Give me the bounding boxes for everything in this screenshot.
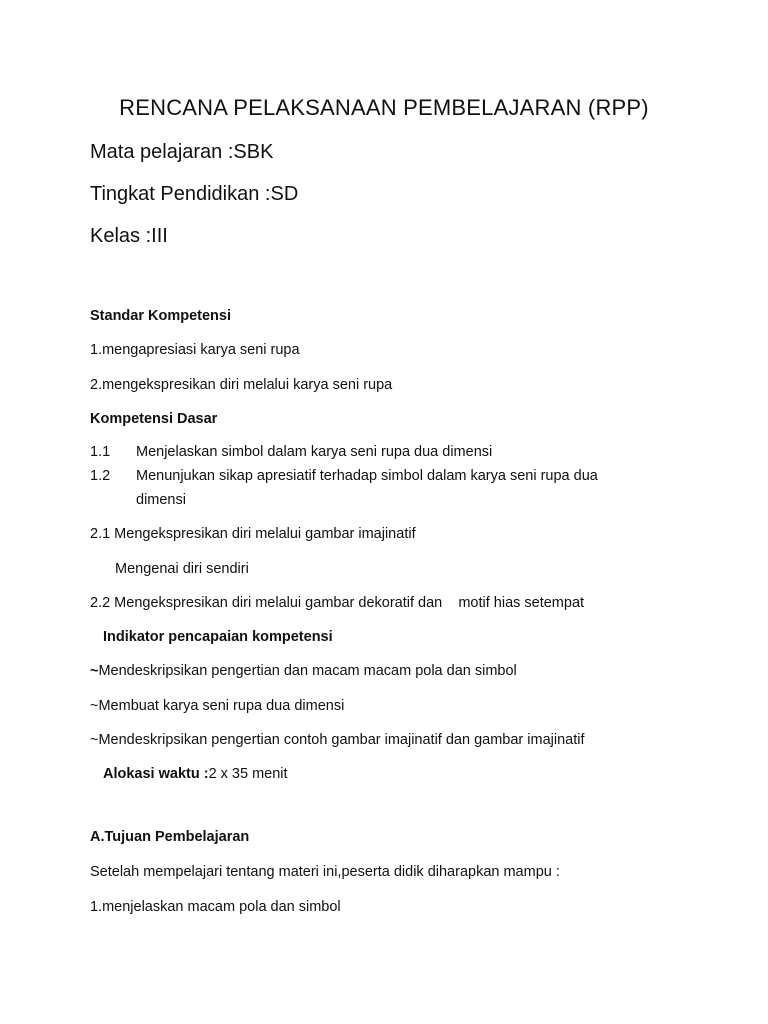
kompetensi-dasar-item: 2.2 Mengekspresikan diri melalui gambar dekoratif dan motif hias setempat — [90, 595, 585, 611]
item-text: Mendeskripsikan pengertian dan macam macam pola dan simbol — [98, 663, 517, 679]
standar-kompetensi-heading: Standar Kompetensi — [90, 308, 231, 324]
kompetensi-dasar-item — [90, 444, 492, 460]
alokasi-waktu-value: 2 x 35 menit — [208, 766, 288, 782]
alokasi-waktu-line — [103, 766, 288, 782]
tilde-marker: ~ — [90, 698, 99, 714]
tujuan-intro: Setelah mempelajari tentang materi ini,peserta didik diharapkan mampu : — [90, 864, 560, 880]
item-text: Menjelaskan simbol dalam karya seni rupa dua dimensi — [136, 444, 493, 460]
tilde-marker: ~ — [90, 732, 99, 748]
item-text: Menunjukan sikap apresiatif terhadap simbol dalam karya seni rupa dua — [136, 468, 598, 484]
indikator-item — [90, 732, 584, 748]
indikator-item — [90, 663, 517, 679]
item-number: 1.2 — [90, 468, 111, 484]
kompetensi-dasar-item — [90, 468, 598, 484]
item-text: Mendeskripsikan pengertian contoh gambar imajinatif dan gambar imajinatif — [98, 732, 585, 748]
tujuan-heading: A.Tujuan Pembelajaran — [90, 829, 250, 845]
standar-kompetensi-item: 2.mengekspresikan diri melalui karya seni rupa — [90, 377, 393, 393]
kompetensi-dasar-heading: Kompetensi Dasar — [90, 411, 218, 427]
document-title: RENCANA PELAKSANAAN PEMBELAJARAN (RPP) — [119, 95, 649, 120]
tilde-marker: ~ — [90, 663, 99, 679]
mata-pelajaran-line: Mata pelajaran :SBK — [90, 141, 274, 163]
indikator-heading: Indikator pencapaian kompetensi — [103, 629, 333, 645]
kompetensi-dasar-item: 2.1 Mengekspresikan diri melalui gambar imajinatif — [90, 526, 416, 542]
tujuan-item: 1.menjelaskan macam pola dan simbol — [90, 899, 341, 915]
kompetensi-dasar-item-continuation: dimensi — [136, 492, 186, 508]
kompetensi-dasar-item-continuation: Mengenai diri sendiri — [115, 561, 249, 577]
indikator-item — [90, 698, 344, 714]
tingkat-pendidikan-line: Tingkat Pendidikan :SD — [90, 183, 299, 205]
kelas-line: Kelas :III — [90, 225, 168, 247]
item-text: Membuat karya seni rupa dua dimensi — [98, 698, 345, 714]
item-number: 1.1 — [90, 444, 111, 460]
alokasi-waktu-label: Alokasi waktu : — [103, 766, 209, 782]
standar-kompetensi-item: 1.mengapresiasi karya seni rupa — [90, 342, 300, 358]
